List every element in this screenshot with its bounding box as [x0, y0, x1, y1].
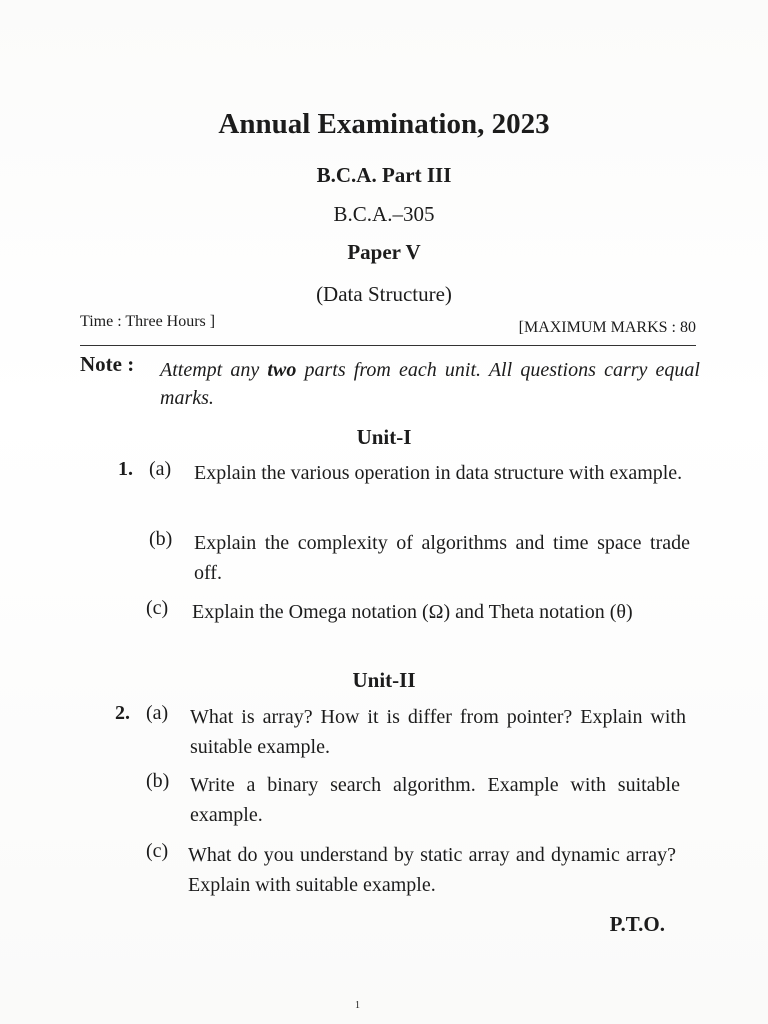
question-1b-label: (b)	[149, 528, 173, 550]
question-2b-label: (b)	[146, 770, 170, 792]
unit-heading-2: Unit-II	[352, 668, 416, 692]
note-text-after: parts from each unit. All questions carry equal marks.	[160, 359, 700, 409]
question-1b-text: Explain the complexity of algorithms and time space trade off.	[194, 532, 690, 584]
note-label: Note :	[80, 352, 135, 376]
question-2b-text: Write a binary search algorithm. Example with suitable example.	[190, 774, 680, 826]
note-text	[160, 356, 700, 412]
question-1a-label: (a)	[149, 458, 172, 480]
course-name: B.C.A. Part III	[316, 163, 452, 187]
question-2c-label: (c)	[146, 840, 169, 862]
question-1c-text: Explain the Omega notation (Ω) and Theta notation (θ)	[192, 601, 633, 623]
exam-title: Annual Examination, 2023	[218, 108, 550, 140]
note-text-bold: two	[267, 359, 297, 381]
header-divider	[80, 345, 696, 346]
question-1a-text: Explain the various operation in data structure with example.	[194, 462, 683, 484]
course-code: B.C.A.–305	[333, 202, 435, 226]
unit-heading-1: Unit-I	[356, 425, 412, 449]
please-turn-over: P.T.O.	[609, 912, 665, 936]
question-number-1: 1.	[118, 458, 133, 480]
question-2c-text: What do you understand by static array and dynamic array? Explain with suitable example.	[188, 844, 676, 896]
page-number: 1	[355, 1000, 360, 1011]
note-text-before: Attempt any	[160, 359, 268, 381]
maximum-marks: [MAXIMUM MARKS : 80	[518, 319, 696, 336]
question-2a-label: (a)	[146, 702, 169, 724]
question-number-2: 2.	[115, 702, 130, 724]
time-allowed: Time : Three Hours ]	[80, 313, 216, 330]
question-1c-label: (c)	[146, 597, 169, 619]
question-2a-text: What is array? How it is differ from pointer? Explain with suitable example.	[190, 706, 686, 758]
subject-name: (Data Structure)	[316, 282, 452, 306]
paper-number: Paper V	[347, 240, 421, 264]
